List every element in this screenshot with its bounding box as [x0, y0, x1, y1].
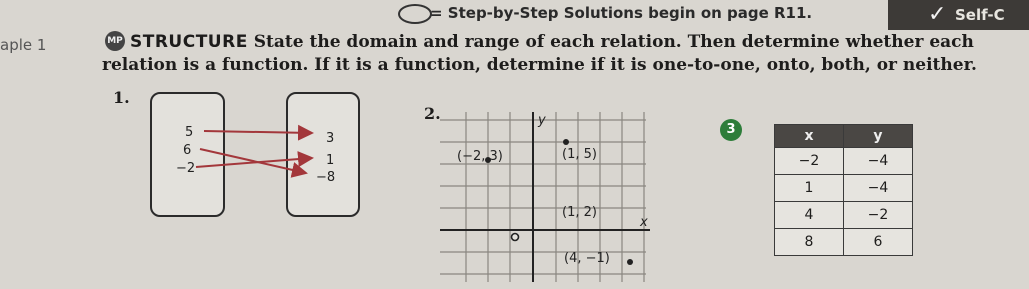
table-header-x: x [775, 125, 844, 148]
table-cell: −2 [844, 202, 913, 229]
point-1-2-open [512, 234, 519, 241]
table-cell: 1 [775, 175, 844, 202]
domain-value-1: 5 [185, 125, 194, 140]
point-1-5 [563, 139, 569, 145]
table-row [775, 175, 913, 202]
table-cell: 8 [775, 229, 844, 256]
domain-value-2: 6 [183, 143, 192, 158]
arrow-minus2-to-1 [196, 158, 312, 167]
table-row [775, 148, 913, 175]
domain-value-3: −2 [176, 161, 196, 176]
solutions-note: = Step-by-Step Solutions begin on page R11. [430, 4, 813, 22]
table-row [775, 202, 913, 229]
table-header-y: y [844, 125, 913, 148]
table-header-row [775, 125, 913, 148]
instruction-line1: State the domain and range of each relation. Then determine whether each [253, 32, 974, 52]
table-cell: 6 [844, 229, 913, 256]
point-label-2: (1, 5) [562, 147, 597, 162]
point-label-3: (1, 2) [562, 205, 597, 220]
table-cell: 4 [775, 202, 844, 229]
point-label-4: (4, −1) [564, 251, 610, 266]
problem3-number: 3 [720, 119, 742, 141]
structure-keyword: STRUCTURE [130, 32, 248, 52]
coordinate-graph [440, 112, 660, 282]
xy-table [774, 124, 913, 256]
table-row [775, 229, 913, 256]
y-axis-label: y [538, 113, 546, 128]
mp-badge-icon: MP [105, 31, 125, 51]
self-check-label: Self-C [955, 6, 1005, 24]
x-axis-label: x [640, 215, 648, 230]
table-cell: −4 [844, 148, 913, 175]
point-4-minus1 [627, 259, 633, 265]
table-cell: −2 [775, 148, 844, 175]
checkmark-icon: ✓ [928, 2, 947, 27]
problem1-number: 1. [113, 88, 130, 107]
instruction-line2: relation is a function. If it is a function, determine if it is one-to-one, onto, both, or neither. [102, 55, 977, 75]
arrow-6-to-minus8 [200, 149, 306, 173]
point-label-1: (−2, 3) [457, 149, 503, 164]
range-value-2: 1 [326, 153, 335, 168]
arrow-5-to-3 [204, 131, 312, 133]
problem2-number: 2. [424, 104, 441, 123]
range-value-1: 3 [326, 131, 335, 146]
range-value-3: −8 [316, 170, 336, 185]
side-margin-text: aple 1 [0, 36, 47, 54]
table-cell: −4 [844, 175, 913, 202]
